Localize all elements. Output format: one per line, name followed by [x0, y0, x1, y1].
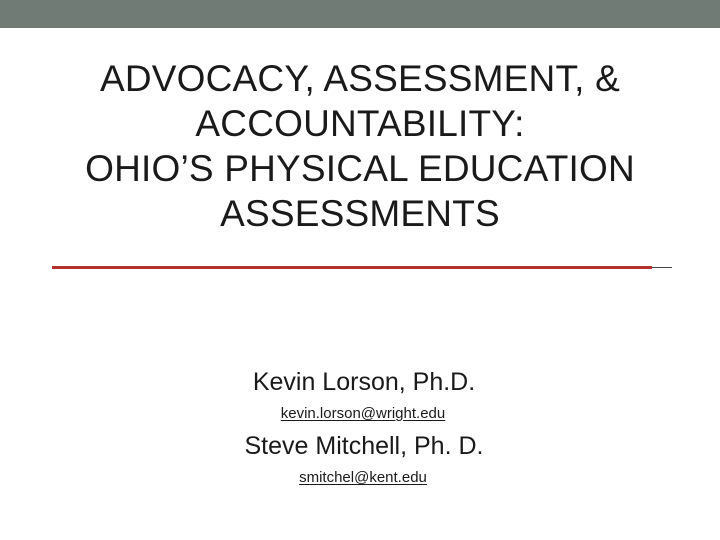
author-1-name: Kevin Lorson, Ph.D. [252, 368, 476, 396]
title-underline [52, 266, 652, 269]
title-line-1: ADVOCACY, ASSESSMENT, & [99, 58, 621, 99]
title-line-3: OHIO’S PHYSICAL EDUCATION [85, 148, 635, 189]
top-bar [0, 0, 720, 28]
author-2-email-link[interactable]: smitchel@kent.edu [299, 469, 427, 486]
author-1-email-link[interactable]: kevin.lorson@wright.edu [280, 405, 446, 422]
title-underline-tail [652, 267, 672, 268]
author-2-name: Steve Mitchell, Ph. D. [244, 432, 484, 460]
title-line-2: ACCOUNTABILITY: [195, 103, 525, 144]
author-1 [0, 366, 720, 428]
author-2 [0, 430, 720, 492]
authors [0, 366, 720, 492]
title-line-4: ASSESSMENTS [220, 193, 500, 234]
slide-title [20, 56, 700, 236]
